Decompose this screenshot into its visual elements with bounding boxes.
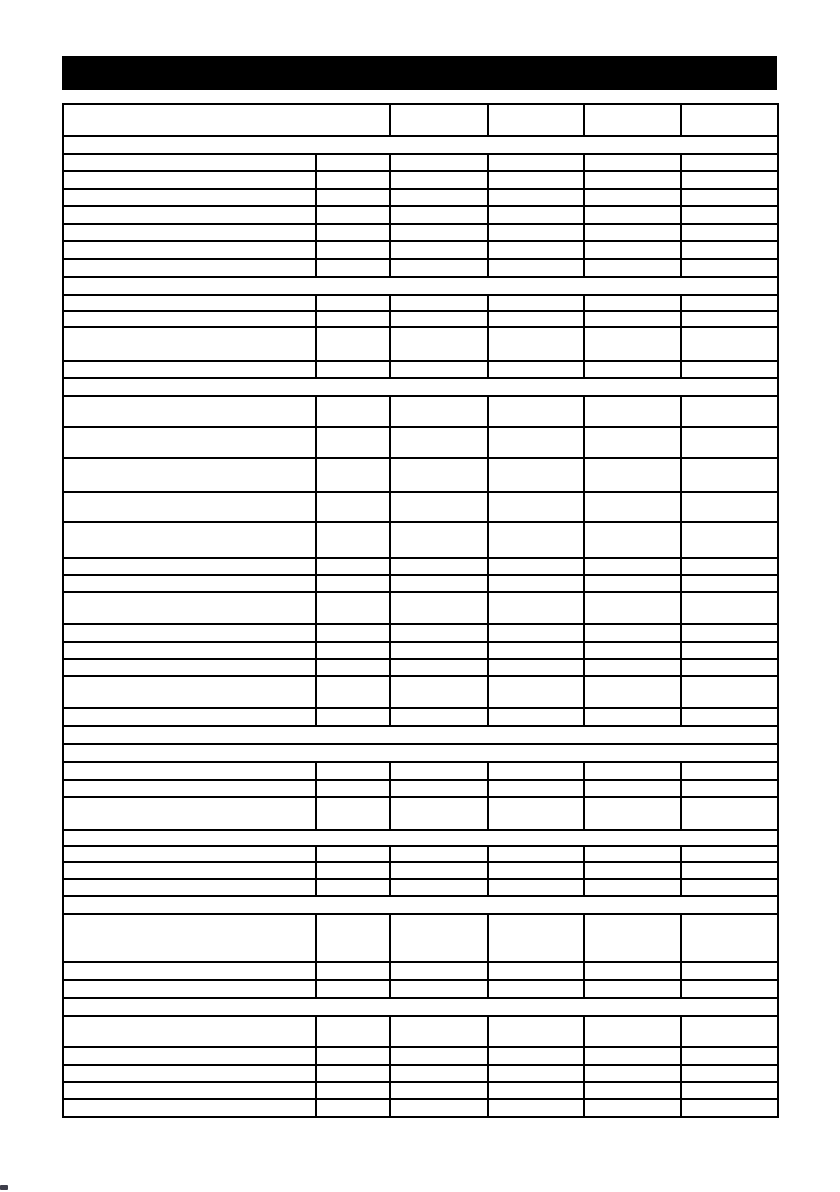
table-row <box>63 206 778 224</box>
table-cell <box>584 980 681 998</box>
table-cell <box>584 327 681 361</box>
table-cell <box>63 1099 316 1117</box>
table-cell <box>584 492 681 522</box>
table-cell <box>584 962 681 980</box>
table-cell <box>584 104 681 136</box>
table-cell <box>584 575 681 592</box>
table-row <box>63 522 778 558</box>
table-cell <box>390 879 488 896</box>
table-cell <box>584 862 681 879</box>
table-cell <box>390 241 488 259</box>
table-cell <box>390 458 488 492</box>
table-cell <box>488 1099 584 1117</box>
table-cell <box>584 171 681 189</box>
table-cell <box>63 311 316 327</box>
table-cell <box>681 1065 778 1082</box>
table-row <box>63 659 778 676</box>
table-cell <box>584 206 681 224</box>
table-cell <box>488 522 584 558</box>
table-cell <box>488 846 584 862</box>
table-row <box>63 458 778 492</box>
table-row <box>63 224 778 241</box>
table-cell <box>681 458 778 492</box>
table-cell <box>681 311 778 327</box>
table-cell <box>63 780 316 797</box>
table-cell <box>390 708 488 726</box>
table-cell <box>681 708 778 726</box>
table-cell <box>390 862 488 879</box>
section-divider-row <box>63 277 778 295</box>
table-cell <box>488 171 584 189</box>
table-row <box>63 762 778 780</box>
table-cell <box>390 492 488 522</box>
table-cell <box>316 1016 390 1047</box>
table-cell <box>390 846 488 862</box>
table-cell <box>584 224 681 241</box>
table-cell <box>584 361 681 378</box>
table-row <box>63 311 778 327</box>
table-row <box>63 1065 778 1082</box>
table-cell <box>63 575 316 592</box>
table-cell <box>488 624 584 642</box>
table-cell <box>681 862 778 879</box>
table-cell <box>63 241 316 259</box>
table-cell <box>488 797 584 830</box>
table-cell <box>681 154 778 171</box>
table-cell <box>488 575 584 592</box>
table-cell <box>316 846 390 862</box>
table-cell <box>316 962 390 980</box>
table-row <box>63 396 778 427</box>
table-cell <box>488 295 584 311</box>
table-cell <box>390 1047 488 1065</box>
table-cell <box>681 846 778 862</box>
table-cell <box>390 104 488 136</box>
table-cell <box>63 427 316 458</box>
table-cell <box>63 522 316 558</box>
table-cell <box>63 224 316 241</box>
table-cell <box>63 378 778 396</box>
table-cell <box>316 558 390 575</box>
table-cell <box>63 361 316 378</box>
table-cell <box>316 396 390 427</box>
table-cell <box>63 1082 316 1099</box>
table-cell <box>63 189 316 206</box>
table-cell <box>488 492 584 522</box>
section-divider-row <box>63 726 778 744</box>
table-cell <box>63 259 316 277</box>
table-cell <box>316 458 390 492</box>
table-cell <box>681 962 778 980</box>
table-row <box>63 171 778 189</box>
table-cell <box>63 998 778 1016</box>
table-cell <box>681 522 778 558</box>
table-cell <box>584 762 681 780</box>
table-cell <box>63 558 316 575</box>
table-cell <box>63 846 316 862</box>
table-cell <box>681 1016 778 1047</box>
table-cell <box>584 780 681 797</box>
table-cell <box>63 879 316 896</box>
table-cell <box>488 862 584 879</box>
table-cell <box>584 311 681 327</box>
table-cell <box>390 914 488 962</box>
table-cell <box>488 311 584 327</box>
table-cell <box>584 154 681 171</box>
table-cell <box>681 361 778 378</box>
table-cell <box>584 846 681 862</box>
table-cell <box>390 206 488 224</box>
section-divider-row <box>63 998 778 1016</box>
table-cell <box>584 797 681 830</box>
table-cell <box>390 1016 488 1047</box>
table-cell <box>584 396 681 427</box>
table-cell <box>390 189 488 206</box>
table-cell <box>390 1065 488 1082</box>
table-cell <box>316 311 390 327</box>
table-cell <box>681 659 778 676</box>
table-cell <box>681 980 778 998</box>
table-cell <box>63 1016 316 1047</box>
table-cell <box>584 558 681 575</box>
table-cell <box>316 1099 390 1117</box>
table-cell <box>584 295 681 311</box>
table-cell <box>316 797 390 830</box>
table-row <box>63 1099 778 1117</box>
table-cell <box>316 171 390 189</box>
table-cell <box>488 104 584 136</box>
table-cell <box>584 1065 681 1082</box>
table-cell <box>488 1065 584 1082</box>
table-row <box>63 558 778 575</box>
table-cell <box>316 762 390 780</box>
table-cell <box>390 558 488 575</box>
table-cell <box>316 427 390 458</box>
table-cell <box>681 224 778 241</box>
table-row <box>63 914 778 962</box>
table-cell <box>390 361 488 378</box>
table-cell <box>488 980 584 998</box>
table-row <box>63 962 778 980</box>
table-cell <box>63 642 316 659</box>
table-row <box>63 189 778 206</box>
table-cell <box>390 171 488 189</box>
table-cell <box>681 1047 778 1065</box>
table-cell <box>681 396 778 427</box>
table-cell <box>681 189 778 206</box>
table-cell <box>316 361 390 378</box>
table-cell <box>63 744 778 762</box>
table-cell <box>316 624 390 642</box>
section-divider-row <box>63 378 778 396</box>
table-cell <box>63 962 316 980</box>
table-cell <box>681 558 778 575</box>
table-cell <box>584 642 681 659</box>
table-row <box>63 980 778 998</box>
table-cell <box>681 797 778 830</box>
table-cell <box>63 295 316 311</box>
table-row <box>63 642 778 659</box>
table-cell <box>681 206 778 224</box>
table-cell <box>316 154 390 171</box>
table-cell <box>390 427 488 458</box>
table-cell <box>681 676 778 708</box>
table-cell <box>63 862 316 879</box>
table-cell <box>681 1099 778 1117</box>
table-row <box>63 846 778 862</box>
table-cell <box>63 492 316 522</box>
table-cell <box>390 295 488 311</box>
table-cell <box>390 780 488 797</box>
table-cell <box>63 762 316 780</box>
table-cell <box>488 189 584 206</box>
table-cell <box>316 780 390 797</box>
table-cell <box>316 295 390 311</box>
table-cell <box>63 624 316 642</box>
table-cell <box>584 522 681 558</box>
table-cell <box>584 1082 681 1099</box>
table-cell <box>63 676 316 708</box>
table-cell <box>390 311 488 327</box>
table-cell <box>488 762 584 780</box>
spec-table <box>62 103 779 1118</box>
table-cell <box>316 1047 390 1065</box>
table-cell <box>488 396 584 427</box>
table-row <box>63 780 778 797</box>
table-cell <box>488 558 584 575</box>
section-divider-row <box>63 896 778 914</box>
table-cell <box>316 980 390 998</box>
table-cell <box>63 206 316 224</box>
table-cell <box>63 171 316 189</box>
table-cell <box>390 980 488 998</box>
table-cell <box>488 879 584 896</box>
table-cell <box>488 642 584 659</box>
table-cell <box>63 830 778 846</box>
table-cell <box>63 914 316 962</box>
table-cell <box>681 427 778 458</box>
table-cell <box>681 492 778 522</box>
table-cell <box>390 624 488 642</box>
table-cell <box>681 879 778 896</box>
table-row <box>63 862 778 879</box>
table-row <box>63 492 778 522</box>
table-cell <box>63 726 778 744</box>
table-row <box>63 1082 778 1099</box>
table-row <box>63 1047 778 1065</box>
table-cell <box>316 189 390 206</box>
table-row <box>63 797 778 830</box>
table-cell <box>584 1047 681 1065</box>
table-cell <box>316 592 390 624</box>
table-cell <box>488 458 584 492</box>
spec-table-body <box>63 104 778 1117</box>
table-cell <box>681 642 778 659</box>
table-cell <box>63 797 316 830</box>
table-cell <box>390 327 488 361</box>
table-cell <box>63 396 316 427</box>
table-cell <box>390 642 488 659</box>
table-cell <box>584 624 681 642</box>
table-row <box>63 154 778 171</box>
table-row <box>63 327 778 361</box>
table-cell <box>63 896 778 914</box>
header-row <box>63 104 778 136</box>
table-cell <box>390 659 488 676</box>
table-cell <box>584 708 681 726</box>
table-cell <box>390 797 488 830</box>
table-cell <box>63 592 316 624</box>
table-cell <box>390 154 488 171</box>
table-cell <box>681 327 778 361</box>
table-cell <box>316 575 390 592</box>
table-row <box>63 295 778 311</box>
table-cell <box>316 224 390 241</box>
table-cell <box>63 1065 316 1082</box>
table-cell <box>488 361 584 378</box>
title-bar <box>62 56 777 90</box>
table-cell <box>488 327 584 361</box>
table-cell <box>584 914 681 962</box>
scan-smudge-mark <box>0 1185 8 1190</box>
table-cell <box>390 396 488 427</box>
table-row <box>63 624 778 642</box>
table-cell <box>488 592 584 624</box>
table-row <box>63 592 778 624</box>
section-divider-row <box>63 136 778 154</box>
table-cell <box>316 659 390 676</box>
table-cell <box>681 295 778 311</box>
table-cell <box>390 575 488 592</box>
table-cell <box>316 1082 390 1099</box>
section-divider-row <box>63 830 778 846</box>
table-cell <box>488 241 584 259</box>
table-cell <box>316 327 390 361</box>
table-cell <box>488 914 584 962</box>
table-row <box>63 427 778 458</box>
table-cell <box>681 780 778 797</box>
table-cell <box>681 592 778 624</box>
table-cell <box>584 259 681 277</box>
table-cell <box>63 1047 316 1065</box>
table-cell <box>584 592 681 624</box>
table-row <box>63 676 778 708</box>
table-cell <box>584 676 681 708</box>
table-cell <box>488 206 584 224</box>
table-cell <box>63 154 316 171</box>
table-cell <box>63 458 316 492</box>
table-row <box>63 241 778 259</box>
table-cell <box>488 1016 584 1047</box>
table-row <box>63 708 778 726</box>
table-cell <box>681 624 778 642</box>
table-cell <box>488 154 584 171</box>
table-row <box>63 361 778 378</box>
table-cell <box>681 575 778 592</box>
table-cell <box>390 762 488 780</box>
table-cell <box>390 962 488 980</box>
table-cell <box>390 259 488 277</box>
table-cell <box>584 458 681 492</box>
table-row <box>63 1016 778 1047</box>
table-cell <box>488 659 584 676</box>
table-cell <box>681 762 778 780</box>
table-cell <box>488 1082 584 1099</box>
table-cell <box>584 1016 681 1047</box>
table-row <box>63 259 778 277</box>
table-cell <box>63 277 778 295</box>
table-cell <box>316 642 390 659</box>
table-row <box>63 879 778 896</box>
table-cell <box>316 1065 390 1082</box>
table-cell <box>681 259 778 277</box>
table-cell <box>488 962 584 980</box>
table-cell <box>584 241 681 259</box>
table-cell <box>584 427 681 458</box>
table-cell <box>63 708 316 726</box>
table-cell <box>316 522 390 558</box>
table-cell <box>681 104 778 136</box>
table-cell <box>316 708 390 726</box>
table-cell <box>390 1082 488 1099</box>
table-cell <box>316 862 390 879</box>
table-cell <box>488 780 584 797</box>
table-cell <box>316 676 390 708</box>
table-cell <box>390 1099 488 1117</box>
table-cell <box>488 1047 584 1065</box>
table-cell <box>390 676 488 708</box>
table-cell <box>390 224 488 241</box>
table-cell <box>316 914 390 962</box>
table-cell <box>390 592 488 624</box>
table-cell <box>63 980 316 998</box>
table-cell <box>316 241 390 259</box>
table-cell <box>63 327 316 361</box>
table-cell <box>584 659 681 676</box>
table-cell <box>681 171 778 189</box>
table-cell <box>316 206 390 224</box>
table-cell <box>488 224 584 241</box>
table-cell <box>316 259 390 277</box>
table-cell <box>681 1082 778 1099</box>
table-cell <box>63 659 316 676</box>
table-cell <box>390 522 488 558</box>
table-cell <box>488 259 584 277</box>
table-cell <box>316 492 390 522</box>
section-divider-row <box>63 744 778 762</box>
table-cell <box>584 189 681 206</box>
table-cell <box>63 104 390 136</box>
table-cell <box>681 914 778 962</box>
table-cell <box>488 708 584 726</box>
table-cell <box>488 676 584 708</box>
table-cell <box>63 136 778 154</box>
table-row <box>63 575 778 592</box>
table-cell <box>316 879 390 896</box>
table-cell <box>584 879 681 896</box>
table-cell <box>681 241 778 259</box>
table-cell <box>584 1099 681 1117</box>
table-cell <box>488 427 584 458</box>
